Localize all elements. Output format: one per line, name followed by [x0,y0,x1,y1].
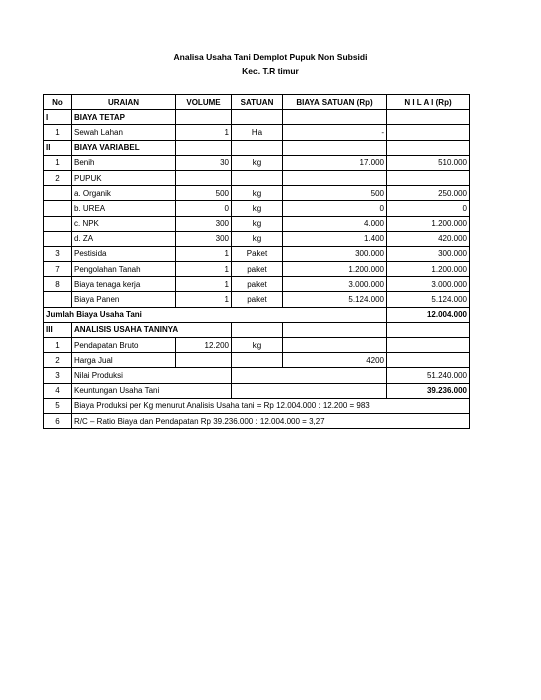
section-row [44,110,470,125]
analysis-row [44,383,470,398]
row-volume [176,353,232,368]
row-biaya: 1.200.000 [283,262,387,277]
note-text: R/C – Ratio Biaya dan Pendapatan Rp 39.236.000 : 12.004.000 = 3,27 [72,413,470,428]
row-satuan: kg [232,201,283,216]
row-biaya: 3.000.000 [283,277,387,292]
row-satuan [232,170,283,185]
row-volume [176,170,232,185]
table-row [44,262,470,277]
note-text: Biaya Produksi per Kg menurut Analisis Usaha tani = Rp 12.004.000 : 12.200 = 983 [72,398,470,413]
row-uraian: Pendapatan Bruto [72,338,176,353]
note-row [44,413,470,428]
row-satuan: paket [232,262,283,277]
row-volume: 300 [176,216,232,231]
table-row [44,170,470,185]
row-uraian: Harga Jual [72,353,176,368]
table-row [44,155,470,170]
row-satuan: Ha [232,125,283,140]
row-satuan: kg [232,186,283,201]
row-nilai: 1.200.000 [387,262,470,277]
row-biaya: 4200 [283,353,387,368]
row-nilai: 1.200.000 [387,216,470,231]
table-row [44,201,470,216]
row-uraian: Pestisida [72,246,176,261]
row-no: 1 [44,155,72,170]
table-row [44,216,470,231]
row-no [44,201,72,216]
header-no: No [44,95,72,110]
row-nilai: 420.000 [387,231,470,246]
table-row [44,186,470,201]
row-no [44,231,72,246]
section-row [44,322,470,337]
row-nilai [387,338,470,353]
row-biaya [283,338,387,353]
header-nilai: N I L A I (Rp) [387,95,470,110]
section-no: I [44,110,72,125]
row-uraian: b. UREA [72,201,176,216]
row-no [44,216,72,231]
row-nilai: 250.000 [387,186,470,201]
row-uraian: Pengolahan Tanah [72,262,176,277]
row-biaya: 500 [283,186,387,201]
row-nilai: 39.236.000 [387,383,470,398]
table-row [44,125,470,140]
note-no: 5 [44,398,72,413]
row-no [44,292,72,307]
row-biaya: 5.124.000 [283,292,387,307]
row-satuan: paket [232,277,283,292]
row-biaya [283,170,387,185]
table-row [44,231,470,246]
row-biaya: 4.000 [283,216,387,231]
row-uraian: a. Organik [72,186,176,201]
row-satuan [232,353,283,368]
row-no [44,186,72,201]
row-nilai: 0 [387,201,470,216]
analysis-table [43,94,470,429]
row-biaya: 0 [283,201,387,216]
row-no: 2 [44,353,72,368]
total-label: Jumlah Biaya Usaha Tani [44,307,387,322]
row-no: 1 [44,125,72,140]
row-volume: 12.200 [176,338,232,353]
row-nilai [387,353,470,368]
section-row [44,140,470,155]
row-satuan: kg [232,155,283,170]
row-uraian: Biaya tenaga kerja [72,277,176,292]
row-nilai [387,170,470,185]
header-row [44,95,470,110]
section-label: BIAYA TETAP [72,110,176,125]
row-biaya: - [283,125,387,140]
section-no: III [44,322,72,337]
row-nilai: 300.000 [387,246,470,261]
row-nilai: 5.124.000 [387,292,470,307]
table-row [44,292,470,307]
analysis-row [44,338,470,353]
row-no: 3 [44,246,72,261]
row-no: 1 [44,338,72,353]
row-uraian: Nilai Produksi [72,368,232,383]
row-no: 8 [44,277,72,292]
row-nilai: 3.000.000 [387,277,470,292]
document-subtitle: Kec. T.R timur [242,66,299,76]
document-title: Analisa Usaha Tani Demplot Pupuk Non Subsidi [173,52,368,62]
row-volume: 1 [176,262,232,277]
note-row [44,398,470,413]
row-satuan: paket [232,292,283,307]
table-row [44,246,470,261]
row-uraian: c. NPK [72,216,176,231]
row-uraian: PUPUK [72,170,176,185]
row-volume: 1 [176,246,232,261]
note-no: 6 [44,413,72,428]
row-volume: 1 [176,292,232,307]
analysis-row [44,353,470,368]
section-label: BIAYA VARIABEL [72,140,176,155]
row-nilai [387,125,470,140]
row-volume: 1 [176,277,232,292]
row-uraian: Biaya Panen [72,292,176,307]
row-uraian: Benih [72,155,176,170]
section-no: II [44,140,72,155]
row-biaya: 1.400 [283,231,387,246]
row-biaya: 300.000 [283,246,387,261]
section-label: ANALISIS USAHA TANINYA [72,322,232,337]
row-nilai: 510.000 [387,155,470,170]
row-volume: 300 [176,231,232,246]
total-value: 12.004.000 [387,307,470,322]
row-uraian: d. ZA [72,231,176,246]
row-no: 4 [44,383,72,398]
row-no: 2 [44,170,72,185]
row-volume: 30 [176,155,232,170]
header-biaya-satuan: BIAYA SATUAN (Rp) [283,95,387,110]
header-uraian: URAIAN [72,95,176,110]
row-uraian: Sewah Lahan [72,125,176,140]
row-no: 7 [44,262,72,277]
row-volume: 0 [176,201,232,216]
total-row [44,307,470,322]
row-satuan: kg [232,338,283,353]
row-volume: 500 [176,186,232,201]
row-satuan: Paket [232,246,283,261]
row-nilai: 51.240.000 [387,368,470,383]
header-satuan: SATUAN [232,95,283,110]
row-volume: 1 [176,125,232,140]
row-uraian: Keuntungan Usaha Tani [72,383,232,398]
analysis-row [44,368,470,383]
row-biaya: 17.000 [283,155,387,170]
row-no: 3 [44,368,72,383]
header-volume: VOLUME [176,95,232,110]
row-satuan: kg [232,231,283,246]
table-row [44,277,470,292]
row-satuan: kg [232,216,283,231]
